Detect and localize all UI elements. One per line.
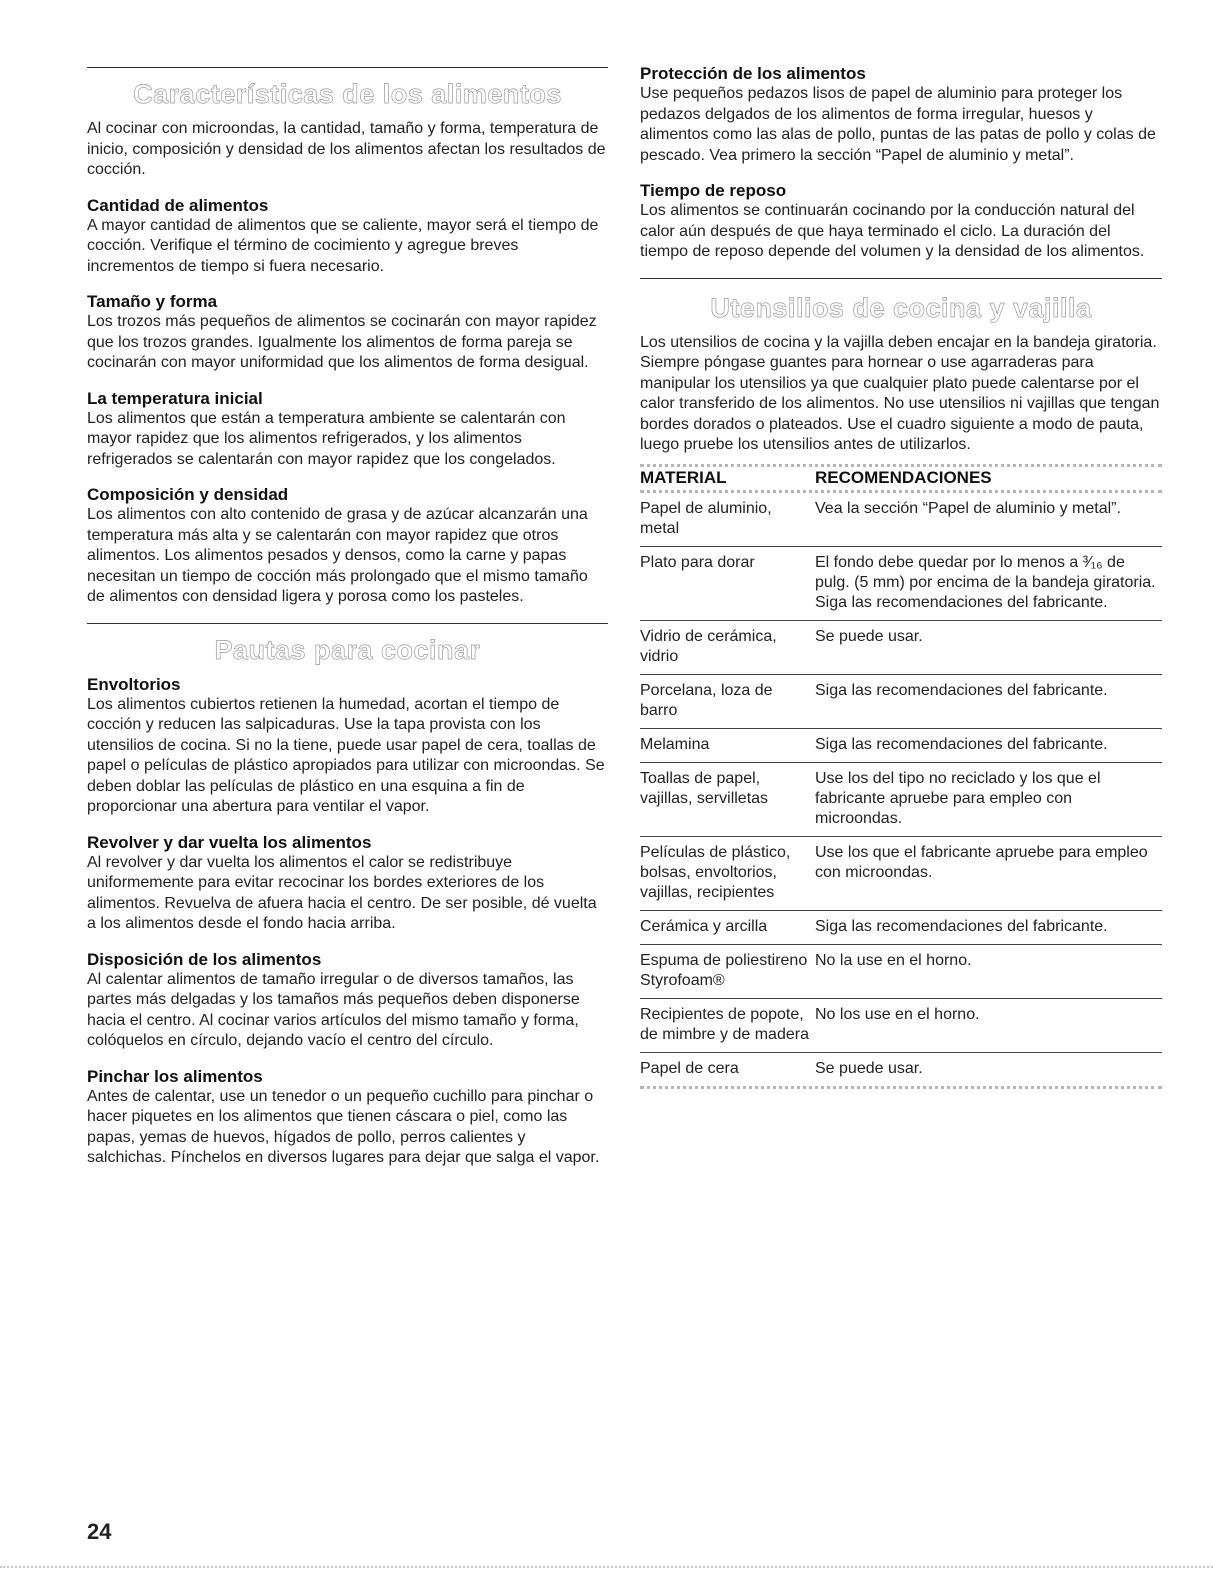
- table-row: [640, 674, 1162, 728]
- subsection-heading: Tamaño y forma: [87, 292, 218, 311]
- subsection-text: Antes de calentar, use un tenedor o un pequeño cuchillo para pinchar o hacer piquetes en los alimentos que tienen cáscara o piel, como las papas, yemas de huevos, hígados de pollo, perros calientes y salchichas. Pínchelos en diversos lugares para dejar que salga el vapor.: [87, 1087, 600, 1166]
- table-cell-recommendation: Siga las recomendaciones del fabricante.: [815, 728, 1162, 762]
- subsection-initial-temperature: [87, 389, 608, 471]
- subsection-text: Los trozos más pequeños de alimentos se cocinarán con mayor rapidez que los trozos grandes. Igualmente los alimentos de forma pareja se cocinarán con mayor uniformidad que los alimentos de forma desigual.: [87, 313, 597, 371]
- table-cell-recommendation: Siga las recomendaciones del fabricante.: [815, 910, 1162, 944]
- page-bottom-divider: [0, 1566, 1213, 1568]
- subsection-stirring: [87, 833, 608, 935]
- table-cell-recommendation: Siga las recomendaciones del fabricante.: [815, 674, 1162, 728]
- table-cell-material: Recipientes de popote, de mimbre y de madera: [640, 998, 815, 1052]
- table-header-recommendations: RECOMENDACIONES: [815, 467, 992, 487]
- subsection-size-shape: [87, 292, 608, 374]
- table-bottom-divider: [640, 1086, 1162, 1089]
- table-row: [640, 944, 1162, 998]
- section-rule: [87, 623, 608, 624]
- table-cell-recommendation: No los use en el horno.: [815, 998, 1162, 1052]
- subsection-composition-density: [87, 485, 608, 608]
- right-column: [640, 0, 1162, 1089]
- table-cell-material: Toallas de papel, vajillas, servilletas: [640, 762, 815, 836]
- table-cell-material: Papel de cera: [640, 1059, 739, 1077]
- table-cell-material: Películas de plástico, bolsas, envoltorios, vajillas, recipientes: [640, 836, 815, 910]
- section-rule: [640, 278, 1162, 279]
- subsection-heading: Disposición de los alimentos: [87, 949, 322, 969]
- table-cell-recommendation: Se puede usar.: [815, 620, 1162, 674]
- table-cell-material: Vidrio de cerámica, vidrio: [640, 620, 815, 674]
- table-row: [640, 1052, 1162, 1086]
- table-cell-material: Espuma de poliestireno Styrofoam®: [640, 944, 815, 998]
- table-cell-recommendation: No la use en el horno.: [815, 944, 1162, 998]
- subsection-piercing: [87, 1067, 608, 1169]
- subsection-heading: La temperatura inicial: [87, 388, 263, 408]
- section-intro: Los utensilios de cocina y la vajilla deben encajar en la bandeja giratoria. Siempre póngase guantes para hornear o use agarraderas para manipular los utensilios ya que cualquier plato puede calentarse por el calor transferido de los alimentos. No use utensilios ni vajillas que tengan bordes dorados o plateados. Use el cuadro siguiente a modo de pauta, luego pruebe los utensilios antes de utilizarlos.: [640, 333, 1160, 453]
- section-title-food-characteristics: Características de los alimentos: [133, 79, 562, 109]
- section-intro: Al cocinar con microondas, la cantidad, tamaño y forma, temperatura de inicio, composición y densidad de los alimentos afectan los resultados de cocción.: [87, 120, 606, 178]
- table-row: [640, 728, 1162, 762]
- subsection-arrangement: [87, 950, 608, 1052]
- table-cell-material: Cerámica y arcilla: [640, 910, 815, 944]
- section-title-cooking-guidelines: Pautas para cocinar: [214, 634, 481, 665]
- subsection-heading: Pinchar los alimentos: [87, 1066, 263, 1086]
- subsection-heading: Revolver y dar vuelta los alimentos: [87, 832, 372, 852]
- table-cell-recommendation: El fondo debe quedar por lo menos a ³⁄₁₆ de pulg. (5 mm) por encima de la bandeja giratoria. Siga las recomendaciones del fabricante.: [815, 546, 1162, 620]
- subsection-heading: Envoltorios: [87, 674, 181, 694]
- cookware-table: [640, 467, 1162, 1086]
- table-cell-recommendation: Use los que el fabricante apruebe para empleo con microondas.: [815, 836, 1162, 910]
- subsection-standing-time: [640, 181, 1162, 263]
- table-header-row: [640, 467, 1162, 490]
- table-cell-recommendation: Se puede usar.: [815, 1059, 923, 1077]
- table-header-material: MATERIAL: [640, 467, 727, 487]
- subsection-text: Use pequeños pedazos lisos de papel de aluminio para proteger los pedazos delgados de los alimentos de forma irregular, huesos y alimentos como las alas de pollo, puntas de las patas de pollo y colas de pescado. Vea primero la sección “Papel de aluminio y metal”.: [640, 85, 1156, 164]
- table-row: [640, 836, 1162, 910]
- table-row: [640, 762, 1162, 836]
- subsection-text: Los alimentos cubiertos retienen la humedad, acortan el tiempo de cocción y reducen las salpicaduras. Use la tapa provista con los utensilios de cocina. Si no la tiene, puede usar papel de cera, toallas de papel o películas de plástico apropiados para utilizar con microondas. Se deben doblar las películas de plástico en una esquina a fin de proporcionar una abertura para ventilar el vapor.: [87, 695, 605, 815]
- table-cell-recommendation: Vea la sección “Papel de aluminio y metal”.: [815, 493, 1162, 547]
- subsection-text: Al calentar alimentos de tamaño irregular o de diversos tamaños, las partes más delgadas y los tamaños más pequeños deben disponerse hacia el centro. Al cocinar varios artículos del mismo tamaño y forma, colóquelos en círculo, dejando vacío el centro del círculo.: [87, 970, 580, 1049]
- subsection-quantity: [87, 196, 608, 278]
- subsection-heading: Composición y densidad: [87, 485, 289, 504]
- table-row: [640, 493, 1162, 547]
- subsection-wrappers: [87, 675, 608, 818]
- table-row: [640, 998, 1162, 1052]
- subsection-text: Al revolver y dar vuelta los alimentos el calor se redistribuye uniformemente para evitar recocinar los bordes exteriores de los alimentos. Revuelva de afuera hacia el centro. De ser posible, dé vuelta a los alimentos desde el fondo hacia arriba.: [87, 853, 597, 932]
- table-cell-material: Plato para dorar: [640, 546, 815, 620]
- subsection-text: Los alimentos que están a temperatura ambiente se calentarán con mayor rapidez que los alimentos refrigerados, y los alimentos refrigerados se calentarán con mayor rapidez que los congelados.: [87, 409, 566, 468]
- section-title-cookware: Utensilios de cocina y vajilla: [710, 292, 1092, 323]
- subsection-food-protection: [640, 64, 1162, 166]
- table-row: [640, 910, 1162, 944]
- subsection-text: Los alimentos se continuarán cocinando por la conducción natural del calor aún después de que haya terminado el ciclo. La duración del tiempo de reposo depende del volumen y la densidad de los alimentos.: [640, 202, 1145, 260]
- table-cell-material: Porcelana, loza de barro: [640, 674, 815, 728]
- page-number: 24: [87, 1519, 112, 1544]
- table-cell-recommendation: Use los del tipo no reciclado y los que el fabricante apruebe para empleo con microondas.: [815, 762, 1162, 836]
- table-cell-material: Papel de aluminio, metal: [640, 493, 815, 547]
- left-column: [87, 0, 608, 1184]
- section-rule: [87, 67, 608, 68]
- subsection-heading: Protección de los alimentos: [640, 64, 866, 83]
- table-row: [640, 546, 1162, 620]
- subsection-heading: Cantidad de alimentos: [87, 195, 269, 215]
- subsection-text: Los alimentos con alto contenido de grasa y de azúcar alcanzarán una temperatura más alta y se calentarán con mayor rapidez que otros alimentos. Los alimentos pesados y densos, como la carne y papas necesitan un tiempo de cocción más prolongado que el mismo tamaño de alimentos con densidad ligera y porosa como los pasteles.: [87, 506, 588, 605]
- subsection-text: A mayor cantidad de alimentos que se caliente, mayor será el tiempo de cocción. Verifique el término de cocimiento y agregue breves incrementos de tiempo si fuera necesario.: [87, 216, 599, 275]
- table-row: [640, 620, 1162, 674]
- table-cell-material: Melamina: [640, 728, 815, 762]
- subsection-heading: Tiempo de reposo: [640, 181, 787, 200]
